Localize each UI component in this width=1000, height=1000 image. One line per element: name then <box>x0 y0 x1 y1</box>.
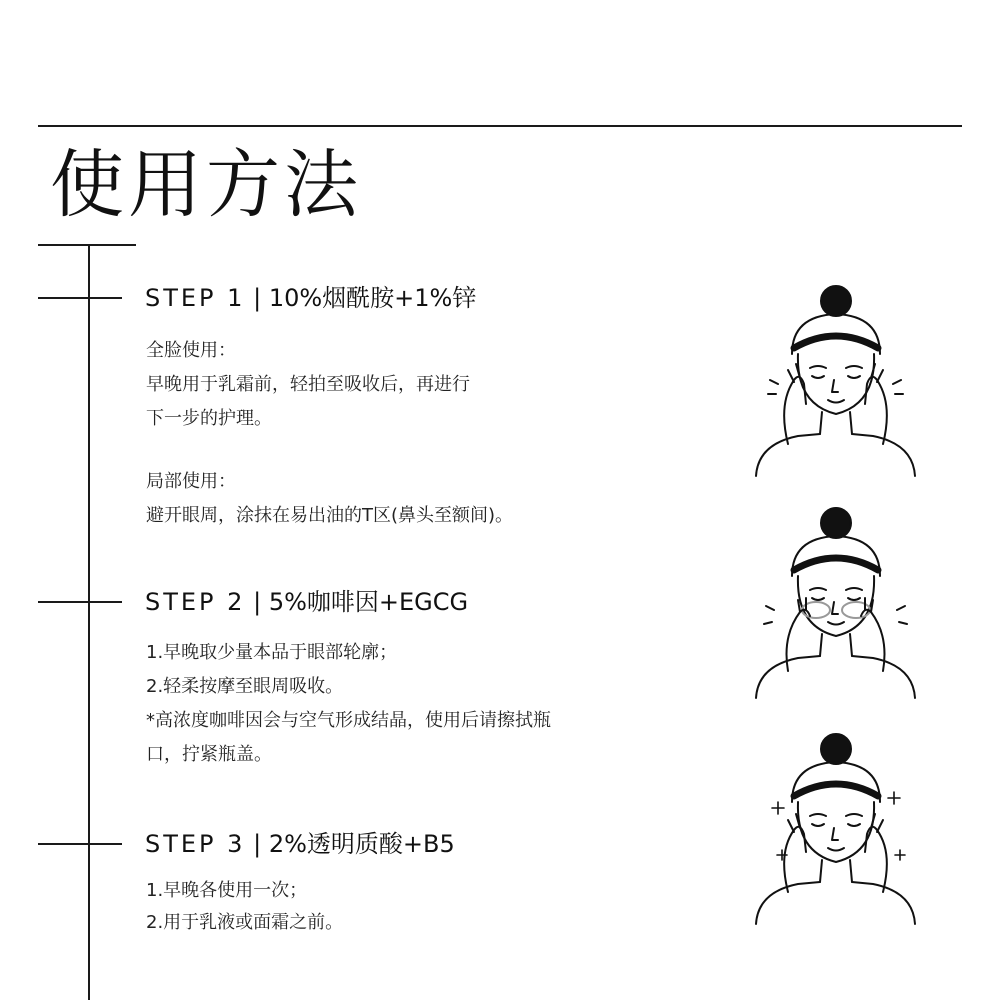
step-1-line: 早晚用于乳霜前，轻拍至吸收后，再进行 <box>146 374 470 395</box>
timeline-line <box>88 246 90 1000</box>
step-2-label: STEP 2 <box>145 588 246 616</box>
face-applying-serum-sparkle-icon <box>748 732 923 927</box>
step-3-name: 2%透明质酸+B5 <box>268 830 455 858</box>
top-divider <box>38 125 962 127</box>
step-1-line: 局部使用： <box>146 471 236 492</box>
step-3-line: 1.早晚各使用一次； <box>146 880 308 901</box>
step-1-line: 避开眼周，涂抹在易出油的T区(鼻头至额间)。 <box>146 505 514 526</box>
step-1-heading <box>145 283 476 313</box>
step-2-name: 5%咖啡因+EGCG <box>268 588 469 616</box>
step-3-line: 2.用于乳液或面霜之前。 <box>146 912 344 933</box>
timeline-tick-step-2 <box>38 601 122 603</box>
face-massaging-eyes-icon <box>748 506 923 701</box>
step-3-paragraph-1 <box>146 875 343 939</box>
timeline-tick-step-1 <box>38 297 122 299</box>
step-3-heading <box>145 829 455 859</box>
step-3-separator: | <box>253 830 262 858</box>
step-2-separator: | <box>253 588 262 616</box>
step-3-label: STEP 3 <box>145 830 246 858</box>
step-1-paragraph-1 <box>146 334 470 436</box>
step-1-name: 10%烟酰胺+1%锌 <box>268 284 477 312</box>
step-1-line: 全脸使用： <box>146 340 236 361</box>
page-title: 使用方法 <box>50 142 362 228</box>
step-2-paragraph-1 <box>146 636 551 772</box>
step-2-line: 口，拧紧瓶盖。 <box>146 744 272 765</box>
timeline-tick-step-3 <box>38 843 122 845</box>
title-underline <box>38 244 136 246</box>
step-1-separator: | <box>253 284 262 312</box>
step-2-line: 2.轻柔按摩至眼周吸收。 <box>146 676 344 697</box>
step-1-label: STEP 1 <box>145 284 246 312</box>
step-1-line: 下一步的护理。 <box>146 408 272 429</box>
step-2-line: *高浓度咖啡因会与空气形成结晶，使用后请擦拭瓶 <box>146 710 551 731</box>
step-2-heading <box>145 587 468 617</box>
face-patting-cheeks-icon <box>748 284 923 479</box>
step-2-line: 1.早晚取少量本品于眼部轮廓； <box>146 642 398 663</box>
step-1-paragraph-2 <box>146 465 513 533</box>
